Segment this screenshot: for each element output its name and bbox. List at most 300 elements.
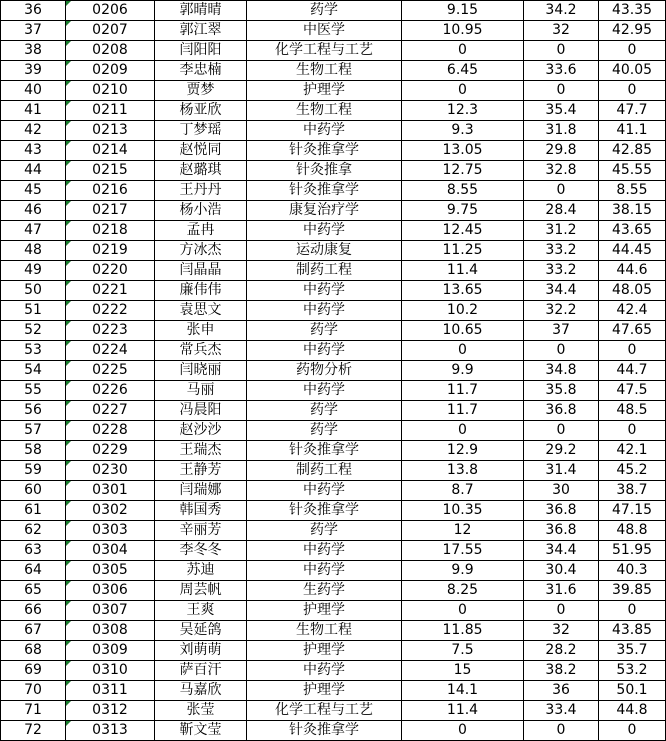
row-number-cell[interactable]: 50: [1, 281, 66, 301]
score1-cell[interactable]: 0: [402, 41, 524, 61]
score1-cell[interactable]: 11.4: [402, 701, 524, 721]
score2-cell[interactable]: 32: [524, 21, 599, 41]
score1-cell[interactable]: 13.8: [402, 461, 524, 481]
name-cell[interactable]: 周芸帆: [155, 581, 247, 601]
name-cell[interactable]: 闫瑞娜: [155, 481, 247, 501]
name-cell[interactable]: 王爽: [155, 601, 247, 621]
score2-cell[interactable]: 34.4: [524, 541, 599, 561]
cell-text: 0228: [92, 422, 128, 438]
row-number-cell[interactable]: 69: [1, 661, 66, 681]
id-cell[interactable]: [66, 341, 155, 361]
error-indicator-icon: [66, 101, 71, 106]
error-indicator-icon: [66, 421, 71, 426]
name-cell[interactable]: 郭晴晴: [155, 1, 247, 21]
total-cell[interactable]: 0: [599, 601, 666, 621]
table-row: [1, 201, 666, 221]
error-indicator-icon: [66, 481, 71, 486]
major-cell[interactable]: 中药学: [247, 561, 402, 581]
score1-cell[interactable]: 9.3: [402, 121, 524, 141]
id-cell[interactable]: [66, 201, 155, 221]
total-cell[interactable]: 48.05: [599, 281, 666, 301]
score2-cell[interactable]: 31.8: [524, 121, 599, 141]
error-indicator-icon: [66, 461, 71, 466]
major-cell[interactable]: 护理学: [247, 681, 402, 701]
major-cell[interactable]: 中医学: [247, 21, 402, 41]
score1-cell[interactable]: 10.35: [402, 501, 524, 521]
row-number-cell[interactable]: 63: [1, 541, 66, 561]
major-cell[interactable]: 药学: [247, 321, 402, 341]
score2-cell[interactable]: 33.4: [524, 701, 599, 721]
row-number-cell[interactable]: 68: [1, 641, 66, 661]
row-number-cell[interactable]: 42: [1, 121, 66, 141]
score1-cell[interactable]: 9.9: [402, 561, 524, 581]
score2-cell[interactable]: 0: [524, 721, 599, 741]
cell-text: 0229: [92, 442, 128, 458]
total-cell[interactable]: 0: [599, 421, 666, 441]
score1-cell[interactable]: 9.15: [402, 1, 524, 21]
major-cell[interactable]: 中药学: [247, 381, 402, 401]
score1-cell[interactable]: 12.45: [402, 221, 524, 241]
id-cell[interactable]: [66, 401, 155, 421]
score2-cell[interactable]: 34.4: [524, 281, 599, 301]
name-cell[interactable]: 廉伟伟: [155, 281, 247, 301]
score1-cell[interactable]: 12.3: [402, 101, 524, 121]
cell-text: 0209: [92, 62, 128, 78]
major-cell[interactable]: 生物工程: [247, 101, 402, 121]
total-cell[interactable]: 39.85: [599, 581, 666, 601]
name-cell[interactable]: 杨亚欣: [155, 101, 247, 121]
name-cell[interactable]: 马丽: [155, 381, 247, 401]
row-number-cell[interactable]: 70: [1, 681, 66, 701]
major-cell[interactable]: 药学: [247, 421, 402, 441]
name-cell[interactable]: 王丹丹: [155, 181, 247, 201]
row-number-cell[interactable]: 47: [1, 221, 66, 241]
score2-cell[interactable]: 0: [524, 421, 599, 441]
id-cell[interactable]: [66, 481, 155, 501]
score2-cell[interactable]: 36.8: [524, 501, 599, 521]
id-cell[interactable]: [66, 141, 155, 161]
total-cell[interactable]: 35.7: [599, 641, 666, 661]
total-cell[interactable]: 42.95: [599, 21, 666, 41]
name-cell[interactable]: 王静芳: [155, 461, 247, 481]
major-cell[interactable]: 针灸推拿: [247, 161, 402, 181]
error-indicator-icon: [66, 601, 71, 606]
cell-text: 0210: [92, 82, 128, 98]
name-cell[interactable]: 闫晶晶: [155, 261, 247, 281]
cell-text: 0309: [92, 642, 128, 658]
score2-cell[interactable]: 34.2: [524, 1, 599, 21]
major-cell[interactable]: 化学工程与工艺: [247, 701, 402, 721]
score2-cell[interactable]: 32: [524, 621, 599, 641]
row-number-cell[interactable]: 58: [1, 441, 66, 461]
error-indicator-icon: [66, 561, 71, 566]
total-cell[interactable]: 44.45: [599, 241, 666, 261]
cell-text: 0208: [92, 42, 128, 58]
total-cell[interactable]: 42.1: [599, 441, 666, 461]
score1-cell[interactable]: 0: [402, 81, 524, 101]
id-cell[interactable]: [66, 81, 155, 101]
major-cell[interactable]: 中药学: [247, 481, 402, 501]
total-cell[interactable]: 40.3: [599, 561, 666, 581]
cell-text: 0214: [92, 142, 128, 158]
score2-cell[interactable]: 30.4: [524, 561, 599, 581]
major-cell[interactable]: 制药工程: [247, 261, 402, 281]
major-cell[interactable]: 针灸推拿学: [247, 141, 402, 161]
score2-cell[interactable]: 33.2: [524, 261, 599, 281]
major-cell[interactable]: 药学: [247, 521, 402, 541]
name-cell[interactable]: 王瑞杰: [155, 441, 247, 461]
row-number-cell[interactable]: 57: [1, 421, 66, 441]
id-cell[interactable]: [66, 241, 155, 261]
major-cell[interactable]: 护理学: [247, 601, 402, 621]
major-cell[interactable]: 药学: [247, 401, 402, 421]
row-number-cell[interactable]: 45: [1, 181, 66, 201]
score2-cell[interactable]: 0: [524, 601, 599, 621]
id-cell[interactable]: [66, 301, 155, 321]
name-cell[interactable]: 吴延鸽: [155, 621, 247, 641]
score2-cell[interactable]: 28.2: [524, 641, 599, 661]
table-row: [1, 81, 666, 101]
name-cell[interactable]: 赵悦同: [155, 141, 247, 161]
error-indicator-icon: [66, 621, 71, 626]
name-cell[interactable]: 韩国秀: [155, 501, 247, 521]
id-cell[interactable]: [66, 441, 155, 461]
id-cell[interactable]: [66, 61, 155, 81]
row-number-cell[interactable]: 71: [1, 701, 66, 721]
id-cell[interactable]: [66, 721, 155, 741]
row-number-cell[interactable]: 67: [1, 621, 66, 641]
name-cell[interactable]: 孟冉: [155, 221, 247, 241]
cell-text: 0302: [92, 502, 128, 518]
score2-cell[interactable]: 0: [524, 41, 599, 61]
id-cell[interactable]: [66, 701, 155, 721]
score1-cell[interactable]: 12: [402, 521, 524, 541]
total-cell[interactable]: 42.85: [599, 141, 666, 161]
total-cell[interactable]: 43.35: [599, 1, 666, 21]
row-number-cell[interactable]: 38: [1, 41, 66, 61]
score1-cell[interactable]: 17.55: [402, 541, 524, 561]
table-row: [1, 681, 666, 701]
id-cell[interactable]: [66, 21, 155, 41]
score2-cell[interactable]: 33.6: [524, 61, 599, 81]
score1-cell[interactable]: 12.75: [402, 161, 524, 181]
score2-cell[interactable]: 31.2: [524, 221, 599, 241]
error-indicator-icon: [66, 341, 71, 346]
total-cell[interactable]: 47.7: [599, 101, 666, 121]
major-cell[interactable]: 运动康复: [247, 241, 402, 261]
score1-cell[interactable]: 14.1: [402, 681, 524, 701]
major-cell[interactable]: 中药学: [247, 541, 402, 561]
score2-cell[interactable]: 30: [524, 481, 599, 501]
table-row: [1, 161, 666, 181]
id-cell[interactable]: [66, 461, 155, 481]
id-cell[interactable]: [66, 221, 155, 241]
total-cell[interactable]: 38.7: [599, 481, 666, 501]
row-number-cell[interactable]: 43: [1, 141, 66, 161]
major-cell[interactable]: 中药学: [247, 341, 402, 361]
score1-cell[interactable]: 10.2: [402, 301, 524, 321]
score1-cell[interactable]: 12.9: [402, 441, 524, 461]
name-cell[interactable]: 郭江翠: [155, 21, 247, 41]
id-cell[interactable]: [66, 361, 155, 381]
score1-cell[interactable]: 0: [402, 601, 524, 621]
name-cell[interactable]: 冯晨阳: [155, 401, 247, 421]
row-number-cell[interactable]: 60: [1, 481, 66, 501]
total-cell[interactable]: 40.05: [599, 61, 666, 81]
error-indicator-icon: [66, 681, 71, 686]
table-row: [1, 521, 666, 541]
name-cell[interactable]: 贾梦: [155, 81, 247, 101]
score2-cell[interactable]: 28.4: [524, 201, 599, 221]
major-cell[interactable]: 生药学: [247, 581, 402, 601]
score2-cell[interactable]: 0: [524, 181, 599, 201]
table-row: [1, 381, 666, 401]
cell-text: 0310: [92, 662, 128, 678]
major-cell[interactable]: 针灸推拿学: [247, 441, 402, 461]
major-cell[interactable]: 化学工程与工艺: [247, 41, 402, 61]
id-cell[interactable]: [66, 661, 155, 681]
cell-text: 0218: [92, 222, 128, 238]
total-cell[interactable]: 48.5: [599, 401, 666, 421]
major-cell[interactable]: 中药学: [247, 301, 402, 321]
total-cell[interactable]: 0: [599, 721, 666, 741]
score2-cell[interactable]: 29.8: [524, 141, 599, 161]
major-cell[interactable]: 生物工程: [247, 621, 402, 641]
total-cell[interactable]: 45.55: [599, 161, 666, 181]
score1-cell[interactable]: 11.4: [402, 261, 524, 281]
name-cell[interactable]: 杨小浩: [155, 201, 247, 221]
score1-cell[interactable]: 11.25: [402, 241, 524, 261]
name-cell[interactable]: 赵沙沙: [155, 421, 247, 441]
row-number-cell[interactable]: 37: [1, 21, 66, 41]
row-number-cell[interactable]: 48: [1, 241, 66, 261]
row-number-cell[interactable]: 59: [1, 461, 66, 481]
major-cell[interactable]: 药物分析: [247, 361, 402, 381]
row-number-cell[interactable]: 55: [1, 381, 66, 401]
row-number-cell[interactable]: 51: [1, 301, 66, 321]
major-cell[interactable]: 康复治疗学: [247, 201, 402, 221]
total-cell[interactable]: 44.8: [599, 701, 666, 721]
error-indicator-icon: [66, 721, 71, 726]
score1-cell[interactable]: 0: [402, 721, 524, 741]
error-indicator-icon: [66, 221, 71, 226]
id-cell[interactable]: [66, 581, 155, 601]
table-row: [1, 261, 666, 281]
id-cell[interactable]: [66, 261, 155, 281]
score1-cell[interactable]: 0: [402, 341, 524, 361]
score1-cell[interactable]: 8.7: [402, 481, 524, 501]
score2-cell[interactable]: 33.2: [524, 241, 599, 261]
major-cell[interactable]: 中药学: [247, 221, 402, 241]
major-cell[interactable]: 针灸推拿学: [247, 501, 402, 521]
id-cell[interactable]: [66, 421, 155, 441]
error-indicator-icon: [66, 701, 71, 706]
name-cell[interactable]: 丁梦瑶: [155, 121, 247, 141]
total-cell[interactable]: 41.1: [599, 121, 666, 141]
score2-cell[interactable]: 32.2: [524, 301, 599, 321]
name-cell[interactable]: 李冬冬: [155, 541, 247, 561]
score1-cell[interactable]: 8.25: [402, 581, 524, 601]
total-cell[interactable]: 43.85: [599, 621, 666, 641]
id-cell[interactable]: [66, 641, 155, 661]
score1-cell[interactable]: 8.55: [402, 181, 524, 201]
major-cell[interactable]: 生物工程: [247, 61, 402, 81]
major-cell[interactable]: 护理学: [247, 81, 402, 101]
row-number-cell[interactable]: 52: [1, 321, 66, 341]
row-number-cell[interactable]: 49: [1, 261, 66, 281]
row-number-cell[interactable]: 61: [1, 501, 66, 521]
total-cell[interactable]: 8.55: [599, 181, 666, 201]
score1-cell[interactable]: 7.5: [402, 641, 524, 661]
id-cell[interactable]: [66, 321, 155, 341]
row-number-cell[interactable]: 46: [1, 201, 66, 221]
total-cell[interactable]: 0: [599, 341, 666, 361]
major-cell[interactable]: 中药学: [247, 121, 402, 141]
total-cell[interactable]: 47.5: [599, 381, 666, 401]
row-number-cell[interactable]: 56: [1, 401, 66, 421]
score1-cell[interactable]: 9.75: [402, 201, 524, 221]
cell-text: 0224: [92, 342, 128, 358]
id-cell[interactable]: [66, 541, 155, 561]
score2-cell[interactable]: 36.8: [524, 521, 599, 541]
id-cell[interactable]: [66, 41, 155, 61]
row-number-cell[interactable]: 44: [1, 161, 66, 181]
score2-cell[interactable]: 32.8: [524, 161, 599, 181]
id-cell[interactable]: [66, 381, 155, 401]
name-cell[interactable]: 辛丽芳: [155, 521, 247, 541]
table-row: [1, 221, 666, 241]
score2-cell[interactable]: 37: [524, 321, 599, 341]
name-cell[interactable]: 苏迪: [155, 561, 247, 581]
major-cell[interactable]: 针灸推拿学: [247, 721, 402, 741]
score1-cell[interactable]: 15: [402, 661, 524, 681]
major-cell[interactable]: 药学: [247, 1, 402, 21]
score1-cell[interactable]: 11.7: [402, 381, 524, 401]
id-cell[interactable]: [66, 1, 155, 21]
error-indicator-icon: [66, 301, 71, 306]
total-cell[interactable]: 42.4: [599, 301, 666, 321]
id-cell[interactable]: [66, 181, 155, 201]
score1-cell[interactable]: 13.05: [402, 141, 524, 161]
cell-text: 0207: [92, 22, 128, 38]
total-cell[interactable]: 50.1: [599, 681, 666, 701]
id-cell[interactable]: [66, 621, 155, 641]
total-cell[interactable]: 43.65: [599, 221, 666, 241]
id-cell[interactable]: [66, 281, 155, 301]
score1-cell[interactable]: 13.65: [402, 281, 524, 301]
row-number-cell[interactable]: 54: [1, 361, 66, 381]
id-cell[interactable]: [66, 681, 155, 701]
name-cell[interactable]: 马嘉欣: [155, 681, 247, 701]
major-cell[interactable]: 护理学: [247, 641, 402, 661]
table-row: [1, 701, 666, 721]
name-cell[interactable]: 萨百汗: [155, 661, 247, 681]
cell-text: 0225: [92, 362, 128, 378]
major-cell[interactable]: 中药学: [247, 281, 402, 301]
row-number-cell[interactable]: 65: [1, 581, 66, 601]
score2-cell[interactable]: 29.2: [524, 441, 599, 461]
id-cell[interactable]: [66, 161, 155, 181]
error-indicator-icon: [66, 141, 71, 146]
id-cell[interactable]: [66, 561, 155, 581]
score2-cell[interactable]: 34.8: [524, 361, 599, 381]
score2-cell[interactable]: 36.8: [524, 401, 599, 421]
total-cell[interactable]: 44.7: [599, 361, 666, 381]
score1-cell[interactable]: 6.45: [402, 61, 524, 81]
major-cell[interactable]: 制药工程: [247, 461, 402, 481]
score1-cell[interactable]: 0: [402, 421, 524, 441]
score1-cell[interactable]: 11.85: [402, 621, 524, 641]
total-cell[interactable]: 48.8: [599, 521, 666, 541]
name-cell[interactable]: 常兵杰: [155, 341, 247, 361]
score2-cell[interactable]: 0: [524, 81, 599, 101]
cell-text: 0213: [92, 122, 128, 138]
total-cell[interactable]: 0: [599, 41, 666, 61]
total-cell[interactable]: 38.15: [599, 201, 666, 221]
score2-cell[interactable]: 36: [524, 681, 599, 701]
row-number-cell[interactable]: 41: [1, 101, 66, 121]
row-number-cell[interactable]: 64: [1, 561, 66, 581]
id-cell[interactable]: [66, 121, 155, 141]
row-number-cell[interactable]: 53: [1, 341, 66, 361]
total-cell[interactable]: 47.15: [599, 501, 666, 521]
name-cell[interactable]: 赵璐琪: [155, 161, 247, 181]
table-row: [1, 441, 666, 461]
score2-cell[interactable]: 35.8: [524, 381, 599, 401]
name-cell[interactable]: 闫晓丽: [155, 361, 247, 381]
id-cell[interactable]: [66, 601, 155, 621]
total-cell[interactable]: 45.2: [599, 461, 666, 481]
score2-cell[interactable]: 31.6: [524, 581, 599, 601]
id-cell[interactable]: [66, 501, 155, 521]
total-cell[interactable]: 0: [599, 81, 666, 101]
row-number-cell[interactable]: 39: [1, 61, 66, 81]
name-cell[interactable]: 李忠楠: [155, 61, 247, 81]
name-cell[interactable]: 张申: [155, 321, 247, 341]
total-cell[interactable]: 44.6: [599, 261, 666, 281]
name-cell[interactable]: 靳文莹: [155, 721, 247, 741]
row-number-cell[interactable]: 40: [1, 81, 66, 101]
score2-cell[interactable]: 31.4: [524, 461, 599, 481]
score1-cell[interactable]: 10.95: [402, 21, 524, 41]
row-number-cell[interactable]: 72: [1, 721, 66, 741]
name-cell[interactable]: 闫阳阳: [155, 41, 247, 61]
name-cell[interactable]: 刘萌萌: [155, 641, 247, 661]
table-row: [1, 421, 666, 441]
score1-cell[interactable]: 9.9: [402, 361, 524, 381]
total-cell[interactable]: 53.2: [599, 661, 666, 681]
major-cell[interactable]: 中药学: [247, 661, 402, 681]
score1-cell[interactable]: 10.65: [402, 321, 524, 341]
id-cell[interactable]: [66, 521, 155, 541]
score2-cell[interactable]: 38.2: [524, 661, 599, 681]
row-number-cell[interactable]: 66: [1, 601, 66, 621]
score2-cell[interactable]: 35.4: [524, 101, 599, 121]
score1-cell[interactable]: 11.7: [402, 401, 524, 421]
total-cell[interactable]: 47.65: [599, 321, 666, 341]
name-cell[interactable]: 方冰杰: [155, 241, 247, 261]
row-number-cell[interactable]: 36: [1, 1, 66, 21]
name-cell[interactable]: 张莹: [155, 701, 247, 721]
id-cell[interactable]: [66, 101, 155, 121]
row-number-cell[interactable]: 62: [1, 521, 66, 541]
table-row: [1, 341, 666, 361]
total-cell[interactable]: 51.95: [599, 541, 666, 561]
major-cell[interactable]: 针灸推拿学: [247, 181, 402, 201]
score2-cell[interactable]: 0: [524, 341, 599, 361]
table-row: [1, 41, 666, 61]
name-cell[interactable]: 袁思文: [155, 301, 247, 321]
